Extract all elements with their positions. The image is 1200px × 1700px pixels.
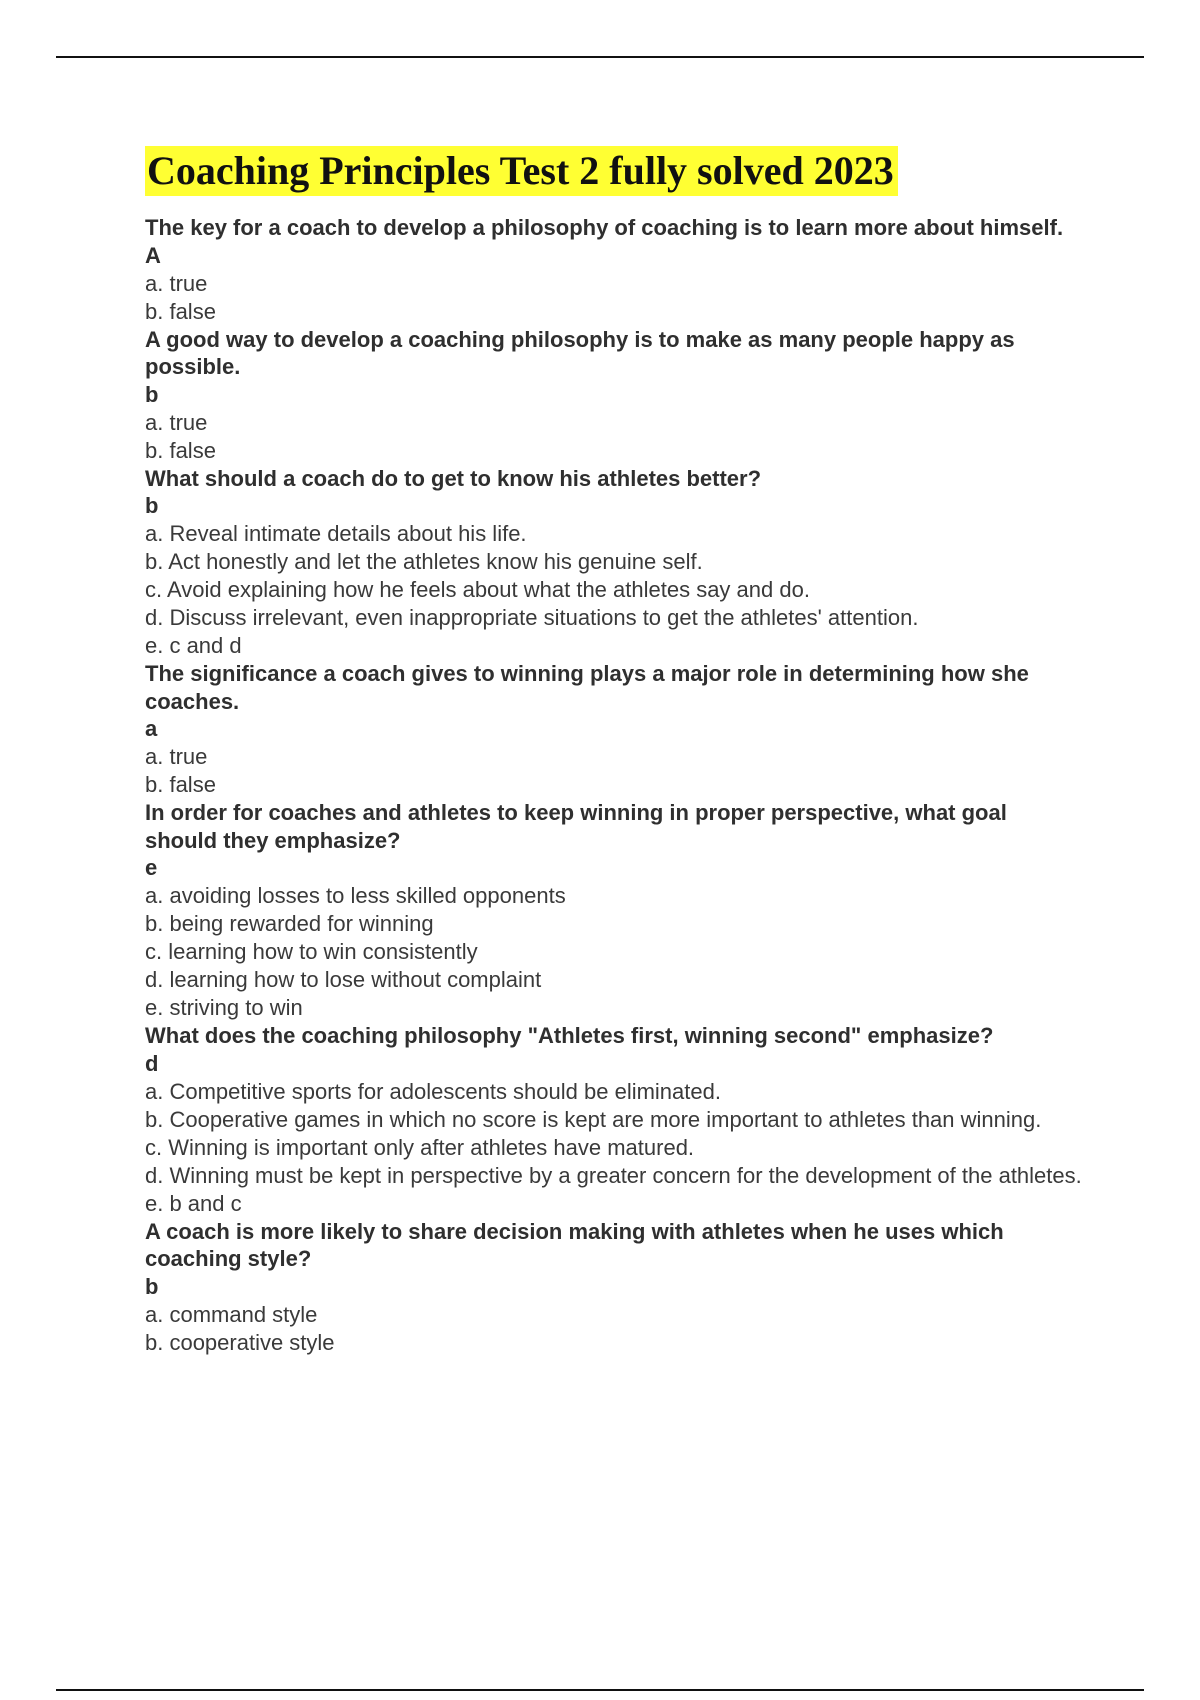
answer-option: c. Winning is important only after athletes have matured.: [145, 1134, 695, 1160]
answer-key: e: [145, 855, 158, 880]
question-text: The key for a coach to develop a philosophy of coaching is to learn more about himself.: [145, 215, 1064, 240]
answer-option: b. Cooperative games in which no score is kept are more important to athletes than winning.: [145, 1106, 1042, 1132]
answer-option: b. false: [145, 772, 216, 797]
answer-key: A: [145, 242, 161, 268]
answer-option: e. c and d: [145, 633, 242, 658]
answer-option: d. Winning must be kept in perspective by a greater concern for the development of the athletes.: [145, 1162, 1082, 1188]
answer-option: b. cooperative style: [145, 1329, 335, 1355]
answer-option: a. command style: [145, 1301, 318, 1327]
question-text: The significance a coach gives to winning plays a major role in determining how she coaches.: [145, 661, 1029, 714]
answer-option: b. false: [145, 298, 216, 324]
answer-option: b. false: [145, 437, 216, 463]
answer-option: e. striving to win: [145, 995, 303, 1020]
answer-option: c. Avoid explaining how he feels about what the athletes say and do.: [145, 577, 810, 602]
answer-option: b. Act honestly and let the athletes know his genuine self.: [145, 549, 703, 574]
question-text: A good way to develop a coaching philosophy is to make as many people happy as possible.: [145, 326, 1015, 379]
answer-key: b: [145, 493, 159, 518]
question-text: What should a coach do to get to know his athletes better?: [145, 465, 762, 491]
answer-option: a. Reveal intimate details about his life.: [145, 521, 527, 546]
question-block: [145, 214, 1085, 326]
question-block: [145, 799, 1085, 1022]
answer-option: a. avoiding losses to less skilled opponents: [145, 883, 566, 908]
question-block: [145, 326, 1085, 465]
answer-key: b: [145, 381, 159, 407]
answer-key: b: [145, 1273, 159, 1299]
top-rule: [56, 56, 1144, 58]
question-text: A coach is more likely to share decision making with athletes when he uses which coaching style?: [145, 1218, 1004, 1271]
document-title: Coaching Principles Test 2 fully solved 2023: [145, 146, 898, 196]
answer-option: a. true: [145, 270, 208, 296]
answer-option: a. Competitive sports for adolescents should be eliminated.: [145, 1078, 721, 1104]
answer-option: a. true: [145, 744, 208, 769]
answer-option: d. learning how to lose without complaint: [145, 967, 542, 992]
question-block: [145, 660, 1085, 799]
answer-key: d: [145, 1050, 159, 1076]
question-text: What does the coaching philosophy "Athletes first, winning second" emphasize?: [145, 1023, 994, 1048]
question-list: [145, 214, 1085, 1357]
question-text: In order for coaches and athletes to keep winning in proper perspective, what goal should they emphasize?: [145, 800, 1007, 853]
answer-option: c. learning how to win consistently: [145, 939, 478, 964]
answer-key: a: [145, 716, 158, 741]
question-block: [145, 465, 1085, 661]
question-block: [145, 1022, 1085, 1218]
answer-option: b. being rewarded for winning: [145, 911, 434, 936]
answer-option: e. b and c: [145, 1190, 242, 1216]
answer-option: a. true: [145, 409, 208, 435]
answer-option: d. Discuss irrelevant, even inappropriate situations to get the athletes' attention.: [145, 605, 919, 630]
bottom-rule: [56, 1689, 1144, 1691]
question-block: [145, 1218, 1085, 1357]
document-body: [145, 146, 1085, 1357]
